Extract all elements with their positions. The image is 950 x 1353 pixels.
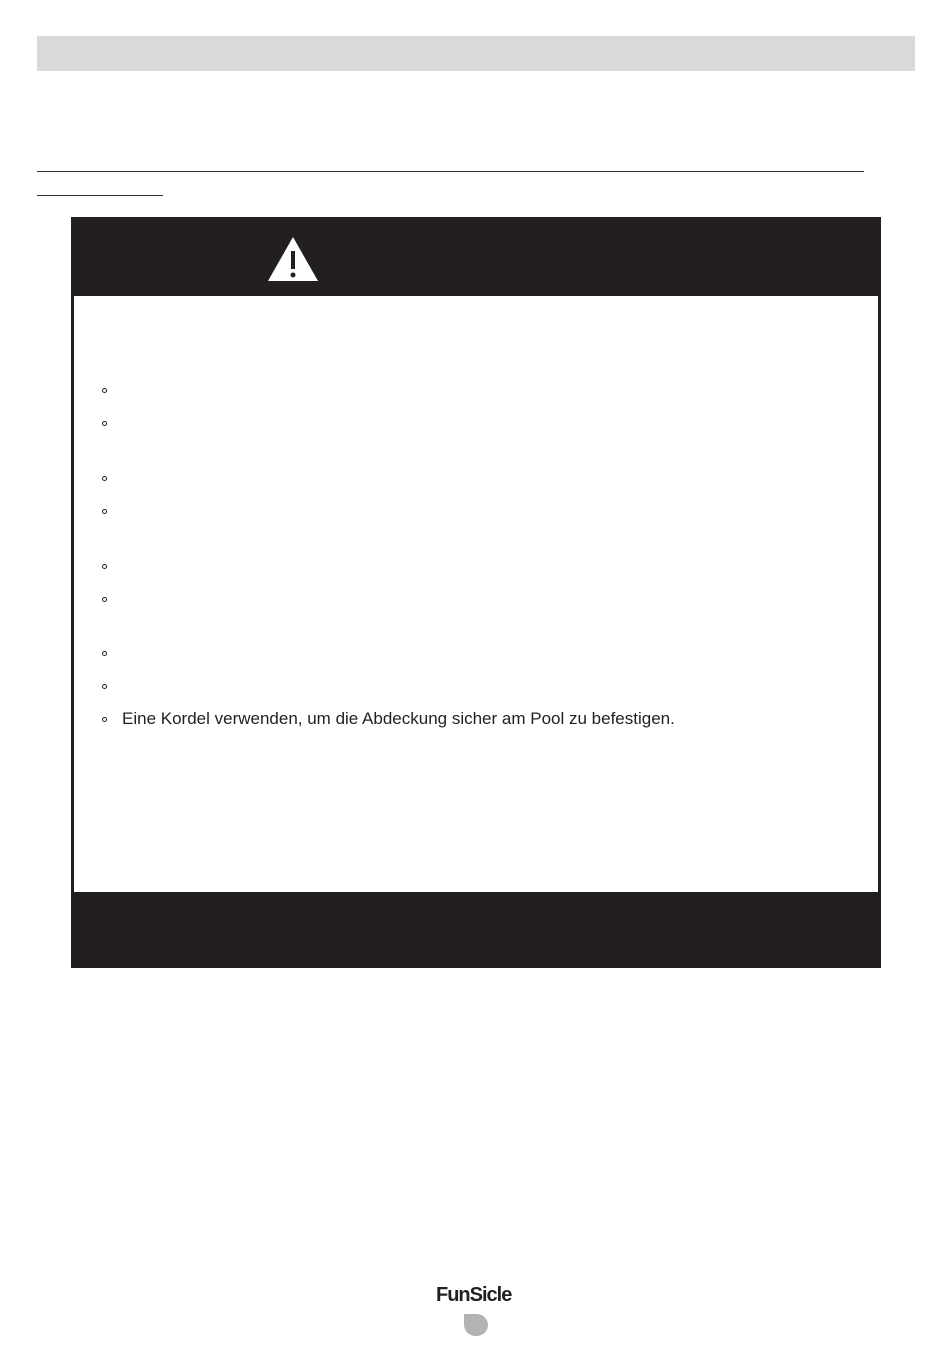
list-item xyxy=(98,676,858,700)
bullet-icon xyxy=(102,597,107,602)
brand-logo xyxy=(436,1284,516,1340)
list-item xyxy=(98,413,858,437)
title-underline xyxy=(37,171,864,172)
bullet-icon xyxy=(102,651,107,656)
list-item xyxy=(98,709,858,733)
warning-header xyxy=(71,217,881,296)
list-item xyxy=(98,643,858,667)
header-bar xyxy=(37,36,915,71)
list-item xyxy=(98,501,858,525)
list-item xyxy=(98,468,858,492)
bullet-icon xyxy=(102,476,107,481)
bullet-icon xyxy=(102,564,107,569)
warning-list xyxy=(74,296,878,892)
bullet-icon xyxy=(102,509,107,514)
bullet-icon xyxy=(102,684,107,689)
list-item xyxy=(98,380,858,404)
warning-triangle-icon xyxy=(267,236,319,282)
bullet-icon xyxy=(102,388,107,393)
list-item xyxy=(98,556,858,580)
bullet-icon xyxy=(102,421,107,426)
list-item xyxy=(98,589,858,613)
subtitle-underline xyxy=(37,195,163,196)
bullet-icon xyxy=(102,717,107,722)
leaf-icon xyxy=(462,1312,490,1338)
warning-box xyxy=(71,217,881,968)
brand-name: FunSicle xyxy=(436,1284,512,1306)
list-item-text: Eine Kordel verwenden, um die Abdeckung sicher am Pool zu befestigen. xyxy=(122,709,675,728)
warning-body xyxy=(74,296,878,892)
warning-footer xyxy=(71,892,881,968)
